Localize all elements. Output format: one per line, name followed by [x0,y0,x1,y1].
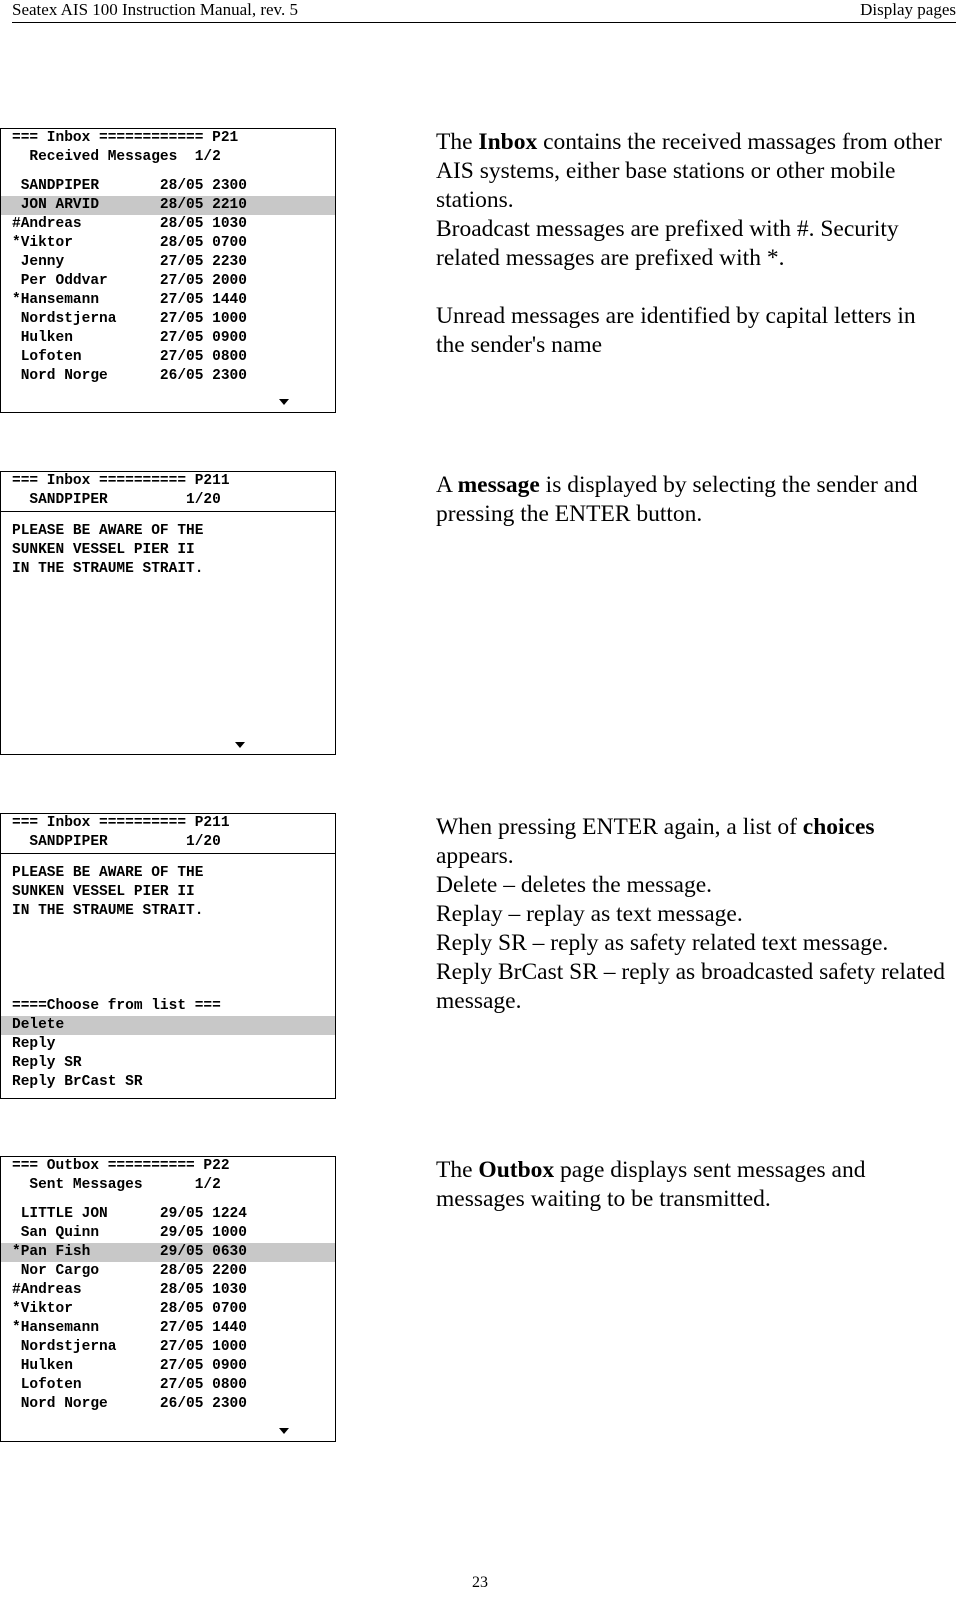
section-title: Display pages [860,0,956,19]
choices-desc-item: Reply SR – reply as safety related text message. [436,930,889,956]
screen-title: === Inbox ============ P21 [12,130,239,146]
choices-desc-item: Delete – deletes the message. [436,872,713,898]
inbox-row[interactable]: *Viktor 28/05 0700 [12,235,247,251]
message-choices-screen [0,813,336,1099]
screen-subtitle: Sent Messages 1/2 [12,1177,221,1193]
inbox-row[interactable]: Lofoten 27/05 0800 [12,349,247,365]
choices-desc-item: Replay – replay as text message. [436,901,743,927]
message-view-screen [0,471,336,755]
choices-description [436,813,946,1016]
screen-subtitle: SANDPIPER 1/20 [12,834,221,850]
outbox-row[interactable]: Nor Cargo 28/05 2200 [12,1263,247,1279]
outbox-description [436,1156,946,1214]
page-number: 23 [472,1574,488,1591]
message-desc-p1: A message is displayed by selecting the sender and pressing the ENTER button. [436,472,918,527]
inbox-row[interactable]: Hulken 27/05 0900 [12,330,247,346]
outbox-row[interactable]: Hulken 27/05 0900 [12,1358,247,1374]
screen-title: === Inbox ========== P211 [12,473,230,489]
manual-title: Seatex AIS 100 Instruction Manual, rev. 5 [12,0,298,19]
inbox-row[interactable]: *Hansemann 27/05 1440 [12,292,247,308]
message-description [436,471,946,529]
message-line: IN THE STRAUME STRAIT. [12,561,204,577]
screen-header [1,472,335,512]
inbox-list-screen [0,128,336,413]
outbox-row[interactable]: Nord Norge 26/05 2300 [12,1396,247,1412]
choice-delete[interactable]: Delete [1,1016,335,1035]
message-line: PLEASE BE AWARE OF THE [12,865,204,881]
inbox-row-selected[interactable]: JON ARVID 28/05 2210 [1,196,335,215]
message-line: PLEASE BE AWARE OF THE [12,523,204,539]
inbox-desc-p1: The Inbox contains the received massages from other AIS systems, either base stations or other mobile stations. [436,129,942,213]
outbox-desc-p1: The Outbox page displays sent messages and messages waiting to be transmitted. [436,1157,866,1212]
message-line: SUNKEN VESSEL PIER II [12,884,195,900]
choices-desc-item: Reply BrCast SR – reply as broadcasted safety related message. [436,959,946,1014]
outbox-row[interactable]: *Hansemann 27/05 1440 [12,1320,247,1336]
inbox-row[interactable]: #Andreas 28/05 1030 [12,216,247,232]
outbox-row[interactable]: San Quinn 29/05 1000 [12,1225,247,1241]
choice-reply[interactable]: Reply [12,1036,56,1052]
page-header [12,0,956,23]
choice-reply-sr[interactable]: Reply SR [12,1055,82,1071]
outbox-row-selected[interactable]: *Pan Fish 29/05 0630 [1,1243,335,1262]
outbox-row[interactable]: Nordstjerna 27/05 1000 [12,1339,247,1355]
screen-title: === Outbox ========== P22 [12,1158,230,1174]
outbox-row[interactable]: #Andreas 28/05 1030 [12,1282,247,1298]
inbox-row[interactable]: Jenny 27/05 2230 [12,254,247,270]
choice-reply-brcast-sr[interactable]: Reply BrCast SR [12,1074,143,1090]
screen-title: === Inbox ========== P211 [12,815,230,831]
inbox-row[interactable]: Per Oddvar 27/05 2000 [12,273,247,289]
message-line: SUNKEN VESSEL PIER II [12,542,195,558]
inbox-row[interactable]: Nord Norge 26/05 2300 [12,368,247,384]
inbox-row[interactable]: Nordstjerna 27/05 1000 [12,311,247,327]
screen-header [1,814,335,854]
choose-list-header: ====Choose from list === [12,998,221,1014]
outbox-list-screen [0,1156,336,1442]
message-line: IN THE STRAUME STRAIT. [12,903,204,919]
inbox-description [436,128,946,360]
screen-subtitle: Received Messages 1/2 [12,149,221,165]
outbox-row[interactable]: *Viktor 28/05 0700 [12,1301,247,1317]
choices-desc-p1: When pressing ENTER again, a list of choices appears. [436,814,875,869]
scroll-down-icon [235,742,245,748]
inbox-desc-p3: Unread messages are identified by capital letters in the sender's name [436,303,916,358]
scroll-down-icon [279,1428,289,1434]
inbox-desc-p2: Broadcast messages are prefixed with #. Security related messages are prefixed with *. [436,216,899,271]
outbox-row[interactable]: Lofoten 27/05 0800 [12,1377,247,1393]
screen-subtitle: SANDPIPER 1/20 [12,492,221,508]
scroll-down-icon [279,399,289,405]
inbox-row[interactable]: SANDPIPER 28/05 2300 [12,178,247,194]
outbox-row[interactable]: LITTLE JON 29/05 1224 [12,1206,247,1222]
